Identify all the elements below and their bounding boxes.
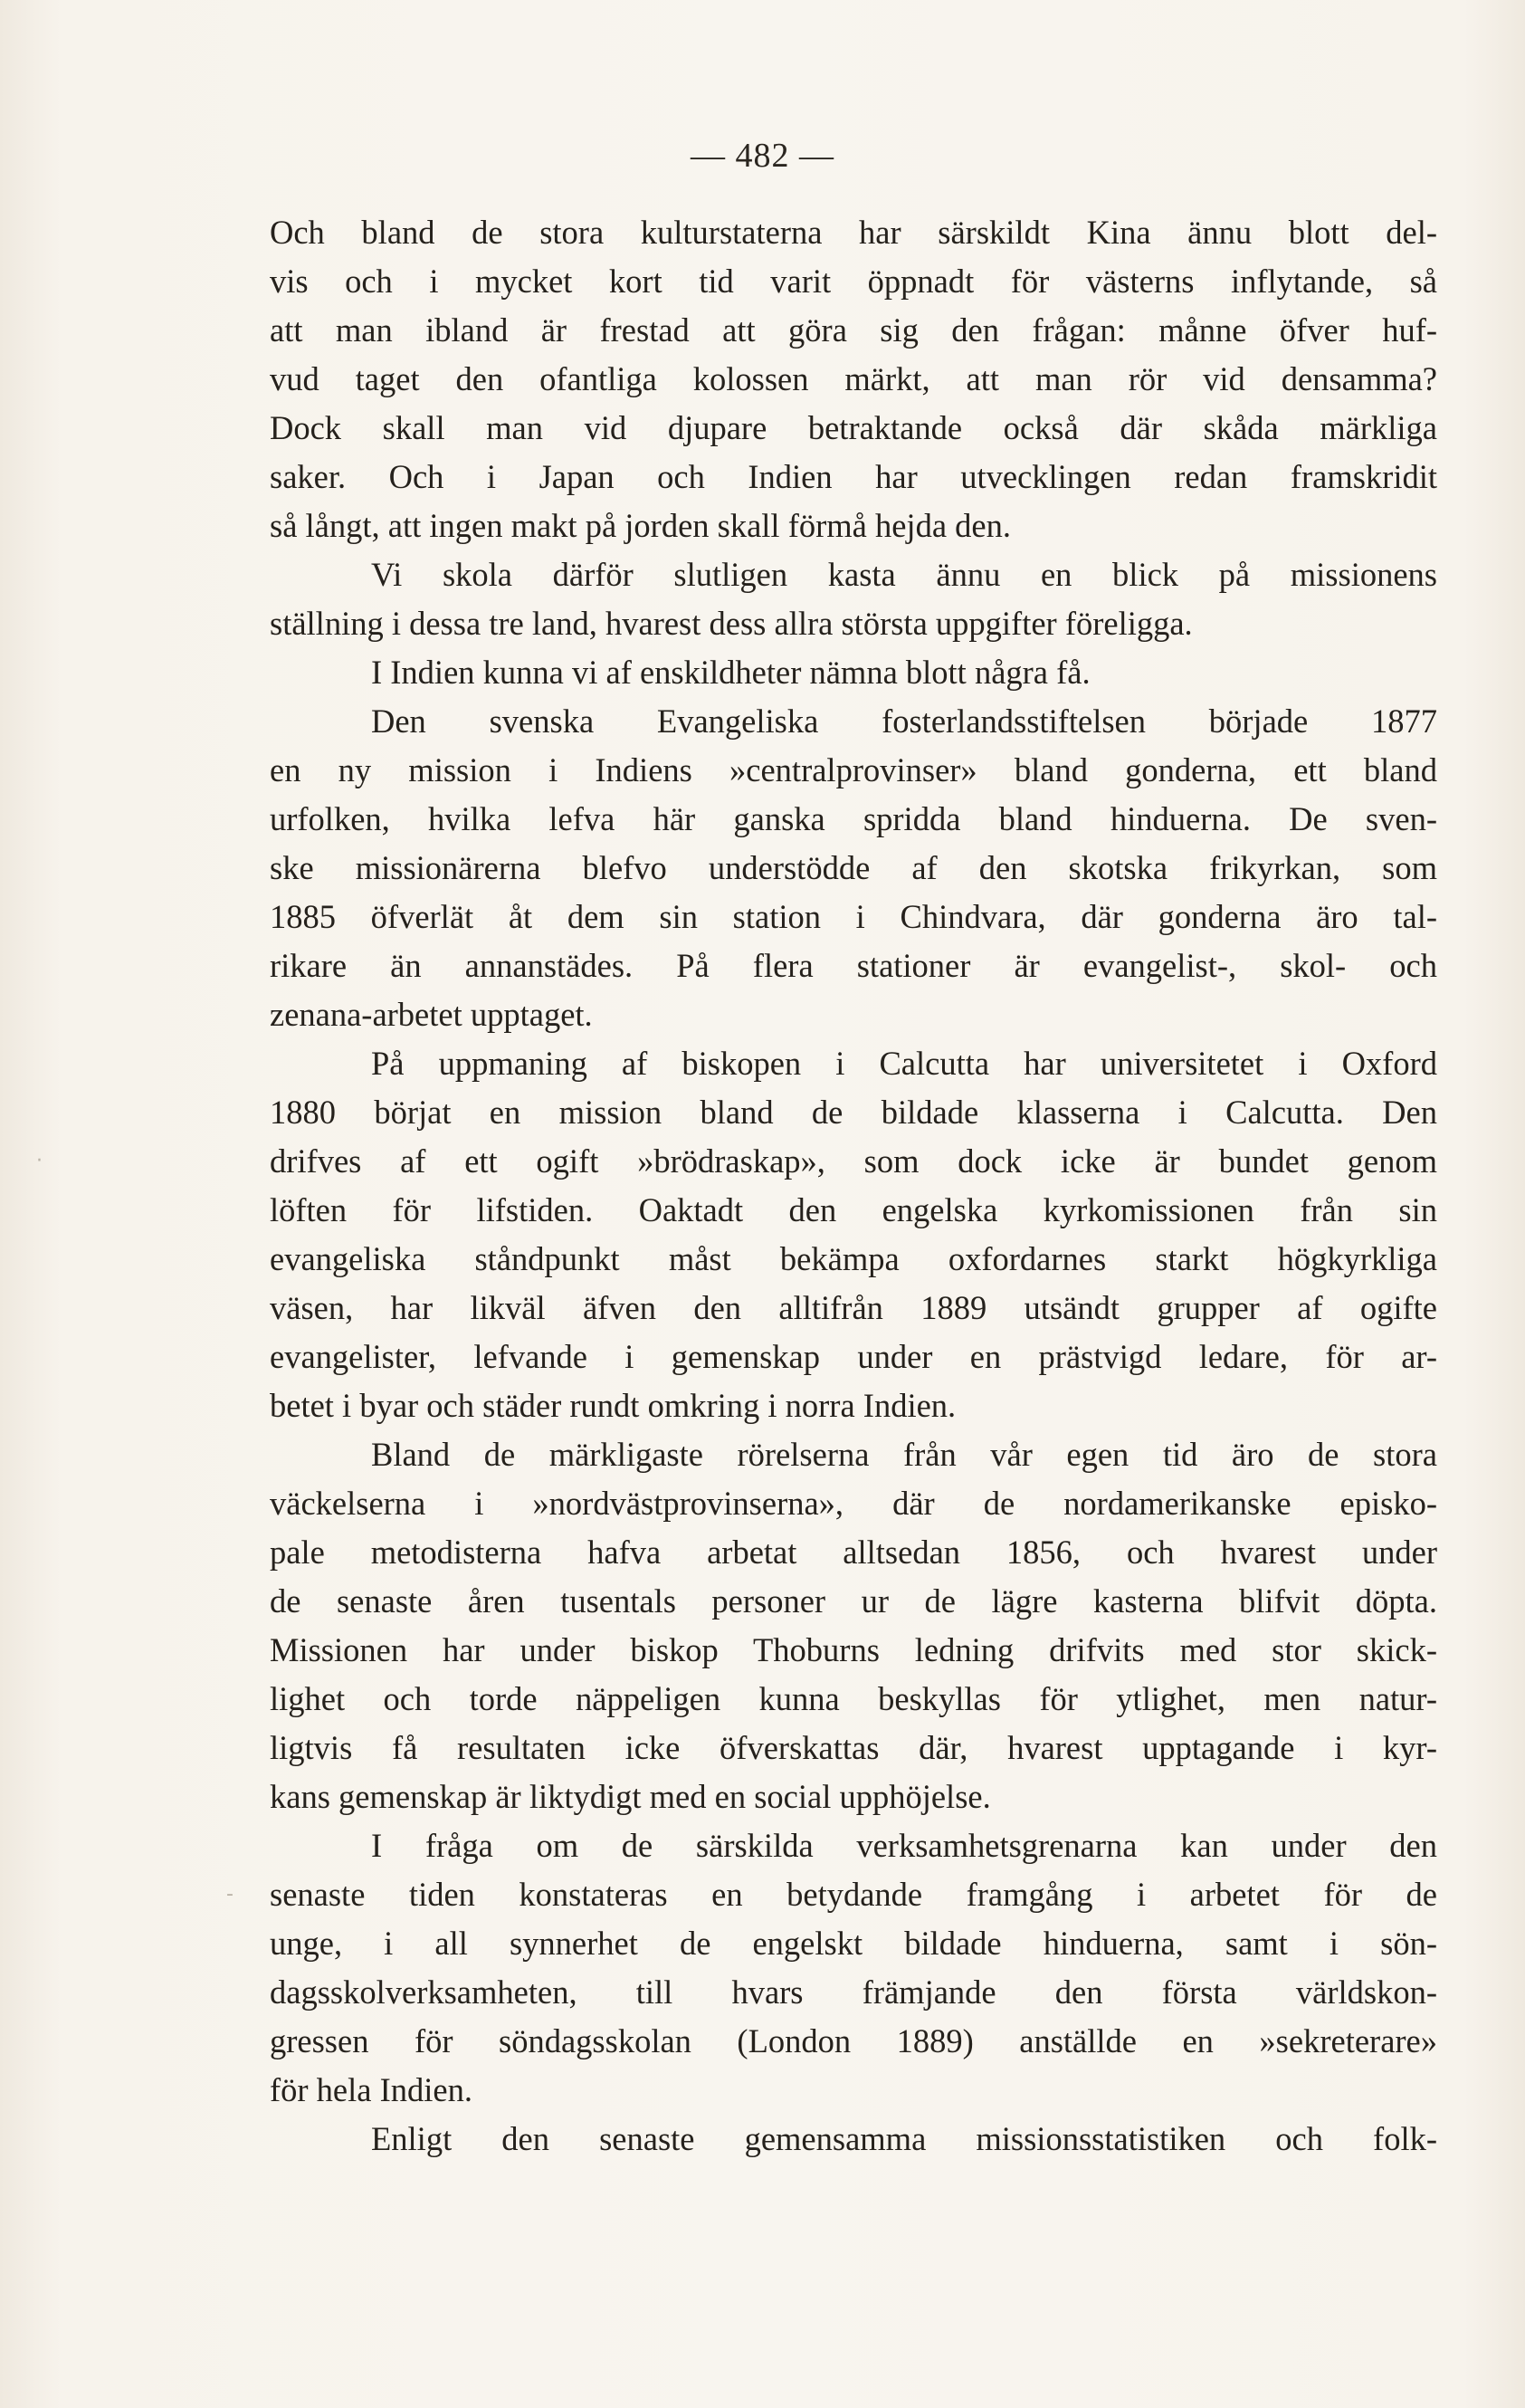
- text-line: Dock skall man vid djupare betraktande också där skåda märkliga: [270, 409, 1437, 446]
- text-line: I Indien kunna vi af enskildheter nämna blott några få.: [371, 654, 1091, 691]
- text-line: kans gemenskap är liktydigt med en social upphöjelse.: [270, 1778, 991, 1815]
- text-line: gressen för söndagsskolan (London 1889) anställde en »sekreterare»: [270, 2022, 1437, 2059]
- text-line: betet i byar och städer rundt omkring i norra Indien.: [270, 1387, 957, 1424]
- text-line: Vi skola därför slutligen kasta ännu en blick på missionens: [371, 556, 1437, 593]
- text-line: väckelserna i »nordvästprovinserna», där de nordamerikanske episko-: [270, 1485, 1437, 1522]
- text-line: att man ibland är frestad att göra sig den frågan: månne öfver huf-: [270, 311, 1437, 349]
- text-line: urfolken, hvilka lefva här ganska spridda bland hinduerna. De sven-: [270, 800, 1437, 837]
- text-line: så långt, att ingen makt på jorden skall förmå hejda den.: [270, 507, 1011, 544]
- text-line: 1880 börjat en mission bland de bildade klasserna i Calcutta. Den: [270, 1094, 1437, 1131]
- text-line: löften för lifstiden. Oaktadt den engelska kyrkomissionen från sin: [270, 1191, 1437, 1228]
- text-line: rikare än annanstädes. På flera stationer är evangelist-, skol- och: [270, 947, 1437, 984]
- text-line: en ny mission i Indiens »centralprovinser» bland gonderna, ett bland: [270, 751, 1437, 788]
- text-line: dagsskolverksamheten, till hvars främjande den första världskon-: [270, 1973, 1437, 2011]
- text-line: zenana-arbetet upptaget.: [270, 996, 593, 1033]
- text-line: evangeliska ståndpunkt måst bekämpa oxfordarnes starkt högkyrkliga: [270, 1240, 1437, 1277]
- text-line: de senaste åren tusentals personer ur de lägre kasterna blifvit döpta.: [270, 1582, 1437, 1620]
- text-line: väsen, har likväl äfven den alltifrån 1889 utsändt grupper af ogifte: [270, 1289, 1437, 1326]
- text-line: På uppmaning af biskopen i Calcutta har universitetet i Oxford: [371, 1045, 1437, 1082]
- text-line: saker. Och i Japan och Indien har utvecklingen redan framskridit: [270, 458, 1437, 495]
- text-line: 1885 öfverlät åt dem sin station i Chindvara, där gonderna äro tal-: [270, 898, 1437, 935]
- text-line: Och bland de stora kulturstaterna har särskildt Kina ännu blott del-: [270, 214, 1437, 251]
- text-line: evangelister, lefvande i gemenskap under en prästvigd ledare, för ar-: [270, 1338, 1437, 1375]
- text-line: unge, i all synnerhet de engelskt bildade hinduerna, samt i sön-: [270, 1925, 1437, 1962]
- text-line: ställning i dessa tre land, hvarest dess allra största uppgifter föreligga.: [270, 605, 1193, 642]
- margin-speck: ·: [36, 1150, 43, 1172]
- text-line: I fråga om de särskilda verksamhetsgrenarna kan under den: [371, 1827, 1437, 1864]
- page-number: — 482 —: [691, 137, 834, 175]
- text-line: vud taget den ofantliga kolossen märkt, att man rör vid densamma?: [270, 360, 1437, 397]
- text-line: Enligt den senaste gemensamma missionsstatistiken och folk-: [371, 2120, 1437, 2157]
- text-line: ligtvis få resultaten icke öfverskattas där, hvarest upptagande i kyr-: [270, 1729, 1437, 1766]
- margin-dash: -: [226, 1883, 234, 1906]
- text-line: ske missionärerna blefvo understödde af den skotska frikyrkan, som: [270, 849, 1437, 886]
- text-line: senaste tiden konstateras en betydande framgång i arbetet för de: [270, 1876, 1437, 1913]
- text-line: för hela Indien.: [270, 2071, 472, 2108]
- text-line: Missionen har under biskop Thoburns ledning drifvits med stor skick-: [270, 1631, 1437, 1668]
- text-line: pale metodisterna hafva arbetat alltsedan 1856, och hvarest under: [270, 1534, 1437, 1571]
- text-line: drifves af ett ogift »brödraskap», som dock icke är bundet genom: [270, 1142, 1437, 1180]
- text-line: Den svenska Evangeliska fosterlandsstiftelsen började 1877: [371, 702, 1437, 740]
- text-line: Bland de märkligaste rörelserna från vår egen tid äro de stora: [371, 1436, 1437, 1473]
- text-line: vis och i mycket kort tid varit öppnadt för västerns inflytande, så: [270, 263, 1437, 300]
- text-line: lighet och torde näppeligen kunna beskyllas för ytlighet, men natur-: [270, 1680, 1437, 1717]
- body-text: [270, 208, 1437, 2164]
